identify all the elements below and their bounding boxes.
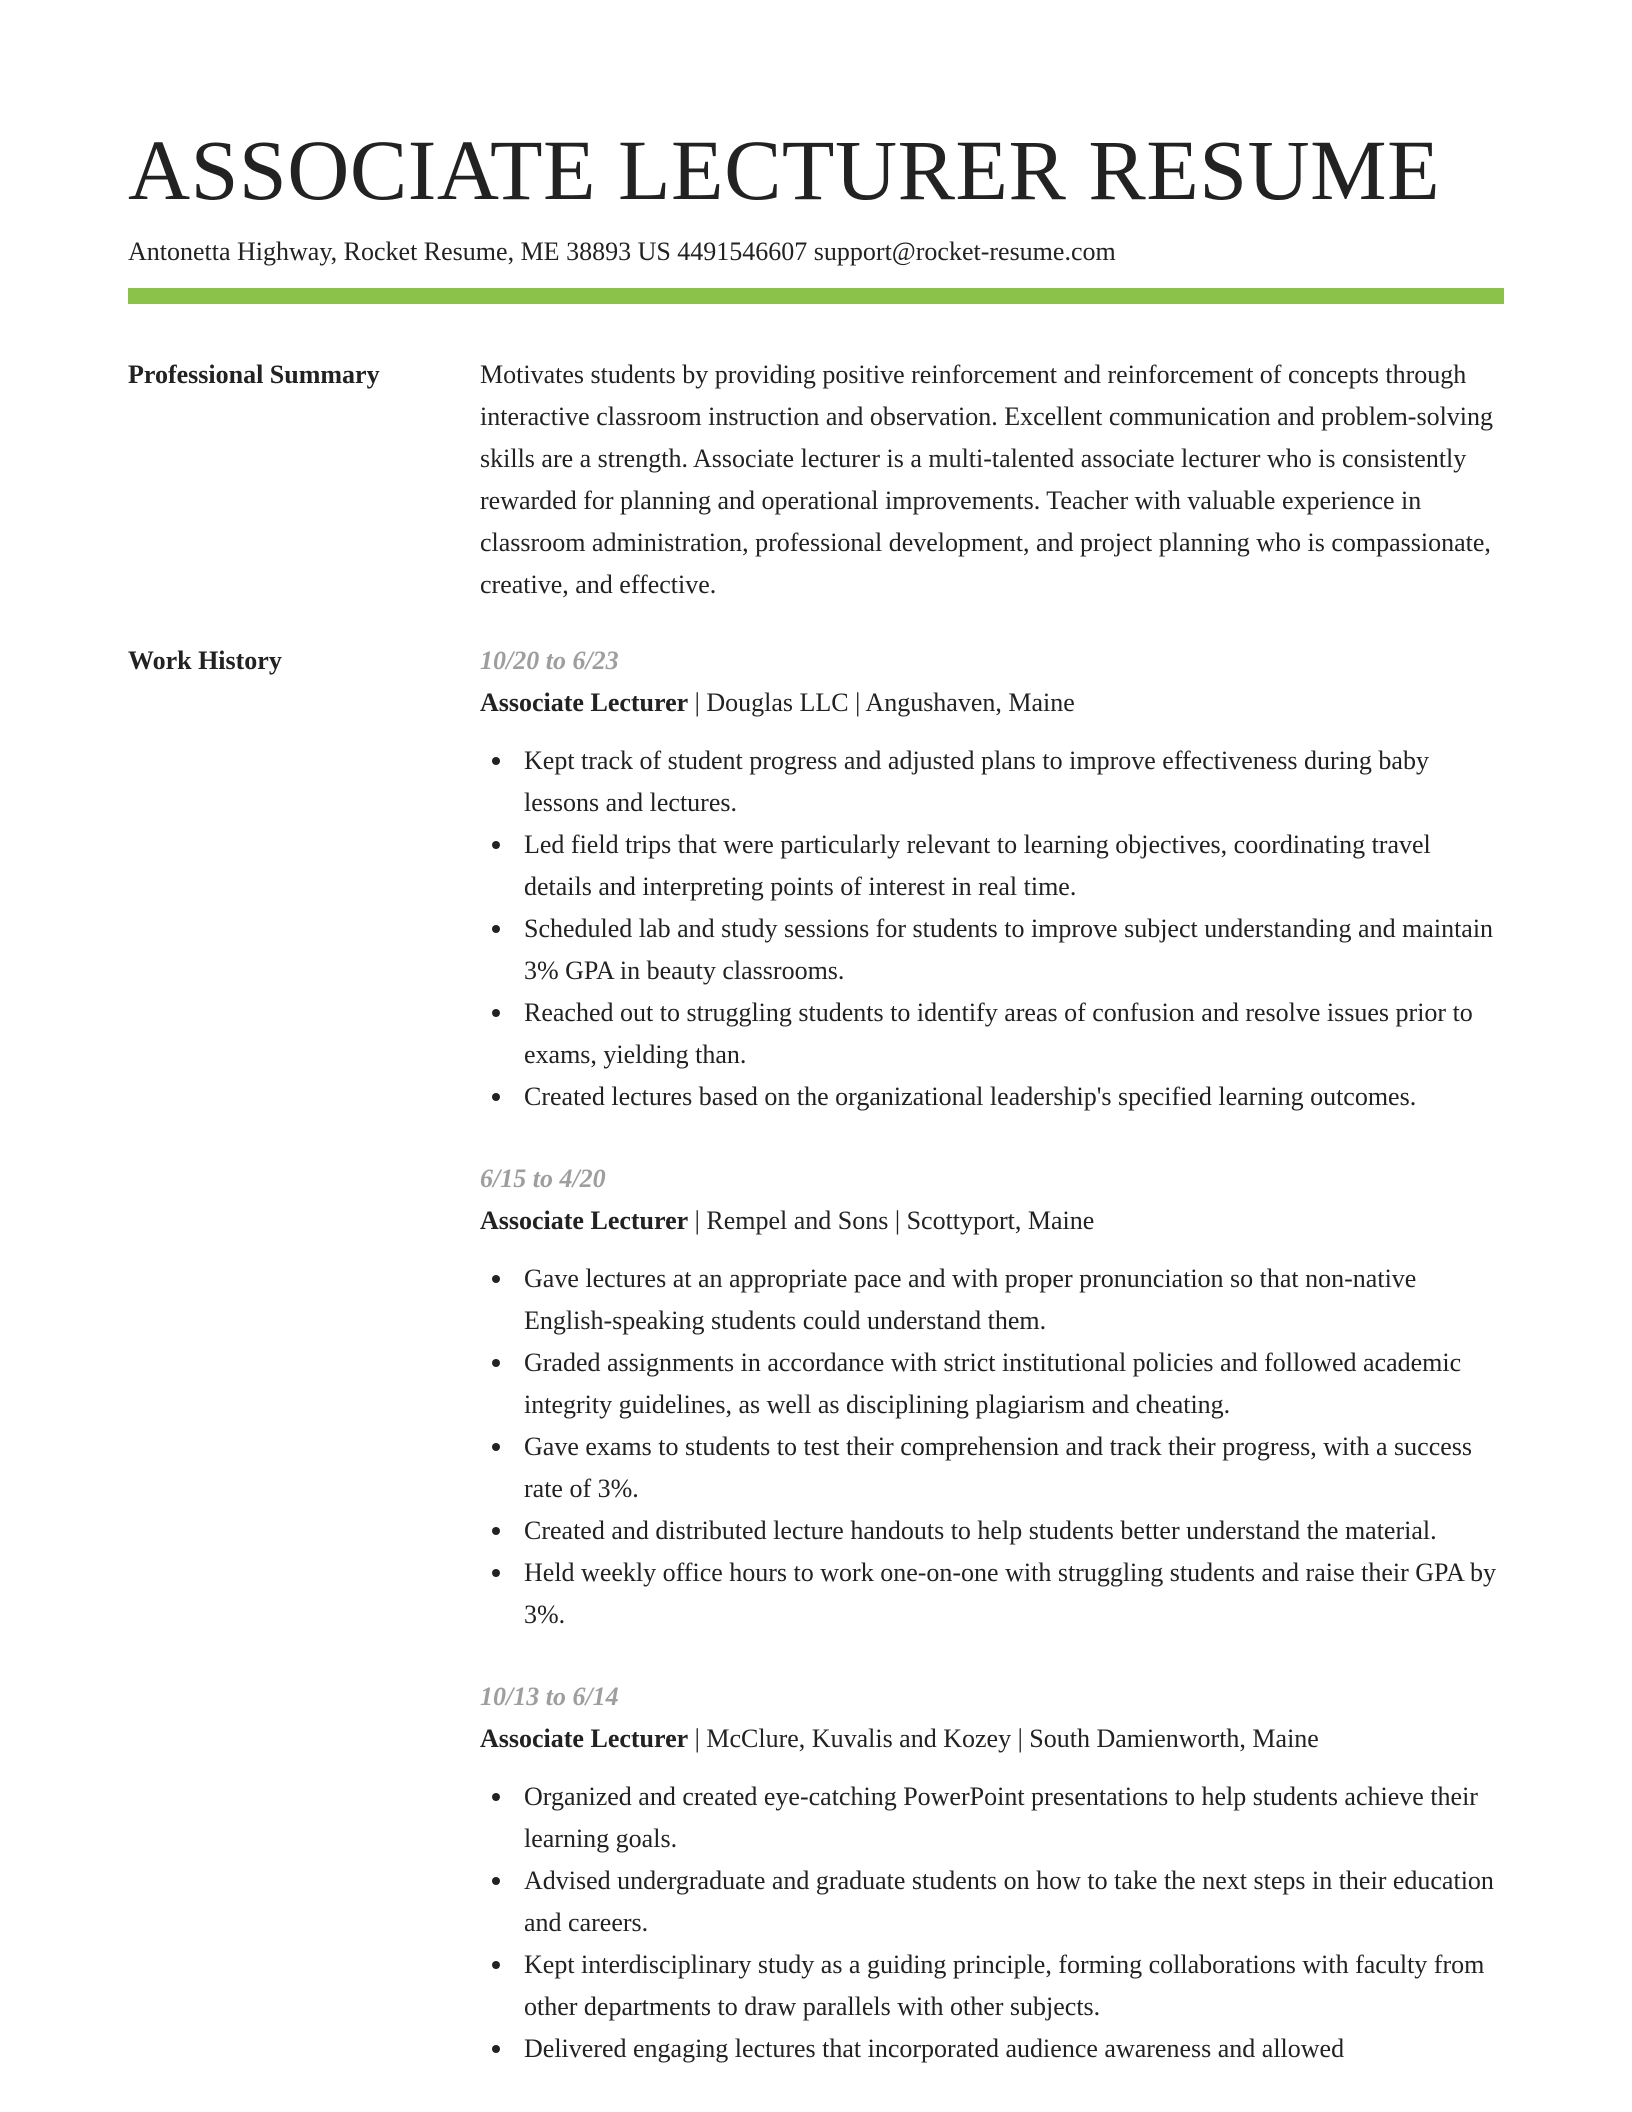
job-bullet: Graded assignments in accordance with strict institutional policies and followed academic integrity guidelines, as well as disciplining plagiarism and cheating. — [480, 1342, 1504, 1426]
job-bullet: Held weekly office hours to work one-on-one with struggling students and raise their GPA by 3%. — [480, 1552, 1504, 1636]
header-divider — [128, 288, 1504, 304]
section-label-work-history: Work History — [128, 646, 282, 675]
job-title: Associate Lecturer — [480, 1724, 689, 1753]
job-bullet: Delivered engaging lectures that incorporated audience awareness and allowed — [480, 2028, 1504, 2070]
job-bullet: Kept track of student progress and adjusted plans to improve effectiveness during baby lessons and lectures. — [480, 740, 1504, 824]
job-header — [480, 1200, 1504, 1242]
job-bullets — [480, 1258, 1504, 1636]
job-bullet: Advised undergraduate and graduate students on how to take the next steps in their education and careers. — [480, 1860, 1504, 1944]
section-label-summary: Professional Summary — [128, 360, 380, 389]
work-history-list — [480, 640, 1504, 2110]
job-bullet: Organized and created eye-catching PowerPoint presentations to help students achieve their learning goals. — [480, 1776, 1504, 1860]
job-header — [480, 1718, 1504, 1760]
job-bullet: Gave exams to students to test their comprehension and track their progress, with a success rate of 3%. — [480, 1426, 1504, 1510]
job-bullets — [480, 740, 1504, 1118]
job-title: Associate Lecturer — [480, 1206, 689, 1235]
job-details: | McClure, Kuvalis and Kozey | South Damienworth, Maine — [688, 1724, 1319, 1753]
job-entry — [480, 1676, 1504, 2070]
job-bullet: Created lectures based on the organizational leadership's specified learning outcomes. — [480, 1076, 1504, 1118]
resume-page — [128, 118, 1504, 2110]
job-dates: 10/13 to 6/14 — [480, 1682, 619, 1711]
job-bullets — [480, 1776, 1504, 2070]
job-header — [480, 682, 1504, 724]
job-entry — [480, 640, 1504, 1118]
job-bullet: Kept interdisciplinary study as a guiding principle, forming collaborations with faculty from other departments to draw parallels with other subjects. — [480, 1944, 1504, 2028]
job-details: | Douglas LLC | Angushaven, Maine — [688, 688, 1075, 717]
job-dates: 10/20 to 6/23 — [480, 646, 619, 675]
job-entry — [480, 1158, 1504, 1636]
job-dates: 6/15 to 4/20 — [480, 1164, 606, 1193]
work-history-section — [128, 640, 1504, 2110]
job-bullet: Led field trips that were particularly relevant to learning objectives, coordinating travel details and interpreting points of interest in real time. — [480, 824, 1504, 908]
job-title: Associate Lecturer — [480, 688, 689, 717]
job-details: | Rempel and Sons | Scottyport, Maine — [688, 1206, 1095, 1235]
summary-text: Motivates students by providing positive reinforcement and reinforcement of concepts through interactive classroom instruction and observation. Excellent communication and problem-solving skills are a strength. Associate lecturer is a multi-talented associate lecturer who is consistently rewarded for planning and operational improvements. Teacher with valuable experience in classroom administration, professional development, and project planning who is compassionate, creative, and effective. — [480, 360, 1494, 599]
job-bullet: Reached out to struggling students to identify areas of confusion and resolve issues prior to exams, yielding than. — [480, 992, 1504, 1076]
professional-summary-section — [128, 354, 1504, 606]
contact-line: Antonetta Highway, Rocket Resume, ME 38893 US 4491546607 support@rocket-resume.com — [128, 237, 1116, 266]
job-bullet: Scheduled lab and study sessions for students to improve subject understanding and maintain 3% GPA in beauty classrooms. — [480, 908, 1504, 992]
resume-title: ASSOCIATE LECTURER RESUME — [128, 122, 1441, 218]
job-bullet: Created and distributed lecture handouts to help students better understand the material. — [480, 1510, 1504, 1552]
job-bullet: Gave lectures at an appropriate pace and with proper pronunciation so that non-native English-speaking students could understand them. — [480, 1258, 1504, 1342]
